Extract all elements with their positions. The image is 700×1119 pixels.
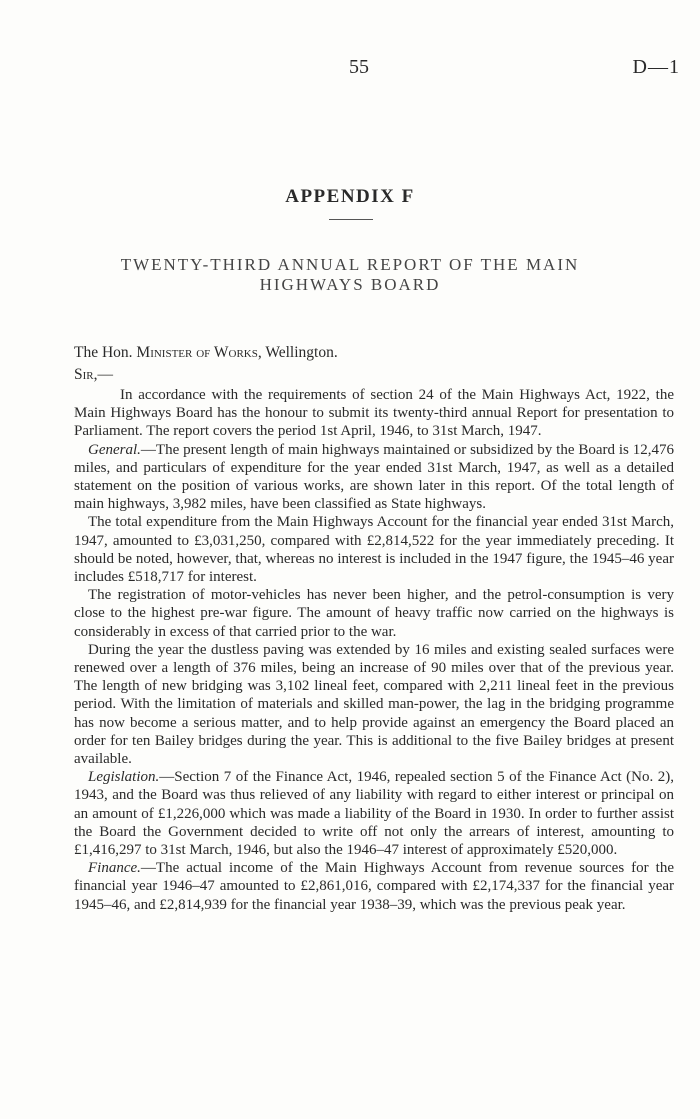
report-title: [100, 255, 600, 295]
paragraph-general: [74, 441, 674, 514]
heading-finance: Finance.: [88, 860, 141, 877]
document-code: D—1: [632, 56, 680, 78]
page-header: [0, 56, 700, 78]
paragraph-paving: During the year the dustless paving was extended by 16 miles and existing sealed surfaces were renewed over a length of 376 miles, being an increase of 90 miles over that of the previous year. The length of new bridging was 3,102 lineal feet, compared with 2,211 lineal feet in the previous period. With the limitation of materials and skilled man-power, the lag in the bridging programme has now become a serious matter, and to help provide against an emergency the Board placed an order for ten Bailey bridges during the year. This is additional to the five Bailey bridges at present available.: [74, 641, 674, 768]
heading-general: General.: [88, 441, 141, 458]
report-body: [74, 386, 674, 914]
addressee: [74, 344, 338, 362]
paragraph-finance-text: —The actual income of the Main Highways Account from revenue sources for the financial year 1946–47 amounted to £2,861,016, compared with £2,174,337 for the financial year 1945–46, and £2,814,939 for the financial year 1938–39, which was the previous peak year.: [74, 860, 674, 913]
report-title-line-1: TWENTY-THIRD ANNUAL REPORT OF THE MAIN: [120, 255, 580, 274]
paragraph-introduction: In accordance with the requirements of section 24 of the Main Highways Act, 1922, the Main Highways Board has the honour to submit its twenty-third annual Report for presentation to Parliament. The report covers the period 1st April, 1946, to 31st March, 1947.: [74, 387, 674, 440]
paragraph-legislation-text: —Section 7 of the Finance Act, 1946, repealed section 5 of the Finance Act (No. 2), 1943, and the Board was thus relieved of any liability with regard to either interest or principal on an amount of £1,226,000 which was made a liability of the Board in 1930. In order to further assist the Board the Government decided to write off not only the arrears of interest, amounting to £1,416,297 to 31st March, 1946, but also the 1946–47 interest of approximately £520,000.: [74, 769, 674, 859]
paragraph-general-text: —The present length of main highways maintained or subsidized by the Board is 12,476 miles, and particulars of expenditure for the year ended 31st March, 1947, as well as a detailed statement on the position of various works, are shown later in this report. Of the total length of main highways, 3,982 miles, have been classified as State highways.: [74, 441, 674, 513]
addressee-suffix: , Wellington.: [257, 344, 338, 361]
paragraph-expenditure: The total expenditure from the Main Highways Account for the financial year ended 31st March, 1947, amounted to £3,031,250, compared with £2,814,522 for the year immediately preceding. It should be noted, however, that, whereas no interest is included in the 1947 figure, the 1945–46 year includes £518,717 for interest.: [74, 514, 674, 586]
salutation: Sir,—: [74, 366, 113, 383]
title-divider: [329, 219, 373, 220]
paragraph-finance: [74, 859, 674, 914]
appendix-title: APPENDIX F: [285, 186, 415, 207]
paragraph-registration: The registration of motor-vehicles has never been higher, and the petrol-consumption is very close to the highest pre-war figure. The amount of heavy traffic now carried on the highways is considerably in excess of that carried prior to the war.: [74, 587, 674, 640]
heading-legislation: Legislation.: [88, 769, 160, 786]
paragraph-legislation: [74, 768, 674, 859]
addressee-title: Minister of Works: [136, 344, 258, 361]
page-number: 55: [349, 56, 369, 78]
report-title-line-2: HIGHWAYS BOARD: [259, 275, 441, 294]
addressee-prefix: The Hon.: [74, 344, 137, 361]
